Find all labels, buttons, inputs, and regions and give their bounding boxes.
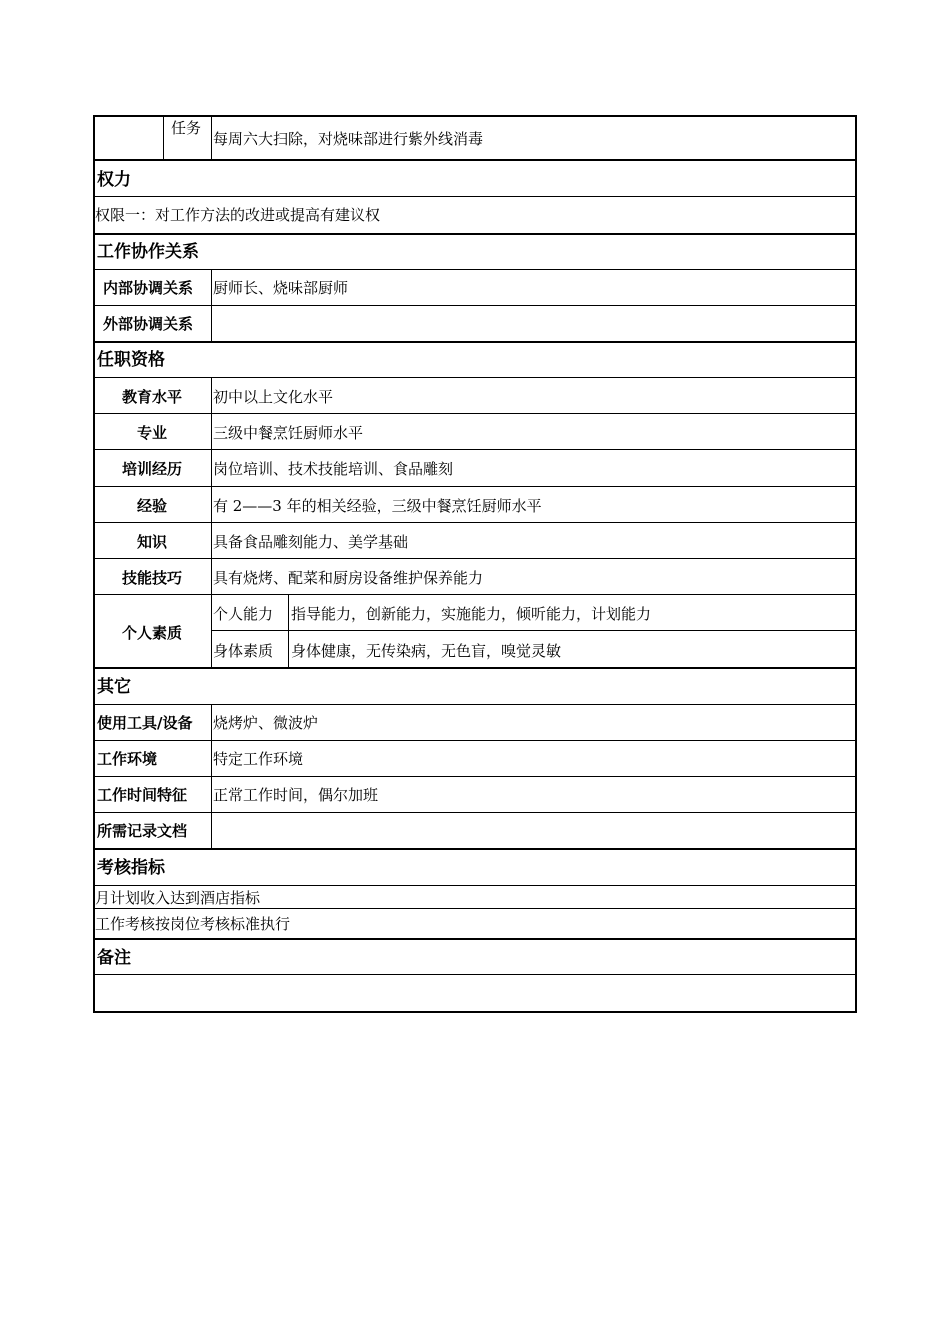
divider bbox=[93, 486, 857, 487]
border-bottom bbox=[93, 1011, 857, 1013]
border-right bbox=[855, 115, 857, 1013]
divider bbox=[93, 667, 857, 669]
external-label: 外部协调关系 bbox=[103, 315, 194, 333]
qual-value: 有 2——3 年的相关经验，三级中餐烹饪厨师水平 bbox=[213, 497, 542, 515]
personal-sub-label: 个人能力 bbox=[213, 605, 274, 623]
qual-label: 培训经历 bbox=[121, 460, 182, 478]
divider bbox=[93, 885, 857, 886]
qual-value: 具备食品雕刻能力、美学基础 bbox=[213, 533, 409, 551]
other-label: 工作时间特征 bbox=[97, 786, 188, 804]
authority-item: 权限一：对工作方法的改进或提高有建议权 bbox=[95, 206, 381, 224]
other-label: 使用工具/设备 bbox=[97, 714, 193, 732]
qual-label: 教育水平 bbox=[121, 388, 182, 406]
personal-sub-value: 身体健康，无传染病，无色盲，嗅觉灵敏 bbox=[291, 642, 562, 660]
divider bbox=[288, 594, 289, 668]
qual-value: 岗位培训、技术技能培训、食品雕刻 bbox=[213, 460, 454, 478]
other-value: 烧烤炉、微波炉 bbox=[213, 714, 319, 732]
task-value: 每周六大扫除，对烧味部进行紫外线消毒 bbox=[213, 130, 484, 148]
divider bbox=[93, 377, 857, 378]
divider bbox=[93, 812, 857, 813]
divider bbox=[93, 413, 857, 414]
qual-label: 专业 bbox=[136, 424, 167, 442]
divider bbox=[93, 704, 857, 705]
divider bbox=[93, 159, 857, 161]
divider bbox=[93, 938, 857, 940]
personal-label: 个人素质 bbox=[121, 624, 182, 642]
divider bbox=[211, 630, 857, 631]
other-label: 工作环境 bbox=[97, 750, 158, 768]
divider bbox=[93, 233, 857, 235]
divider bbox=[93, 449, 857, 450]
divider bbox=[93, 522, 857, 523]
other-heading: 其它 bbox=[97, 677, 131, 697]
border-left bbox=[93, 115, 95, 1013]
divider bbox=[93, 558, 857, 559]
divider bbox=[93, 974, 857, 975]
personal-sub-label: 身体素质 bbox=[213, 642, 274, 660]
other-value: 特定工作环境 bbox=[213, 750, 304, 768]
assessment-item: 工作考核按岗位考核标准执行 bbox=[95, 915, 291, 933]
divider bbox=[93, 196, 857, 197]
divider bbox=[163, 115, 164, 160]
internal-value: 厨师长、烧味部厨师 bbox=[213, 279, 349, 297]
divider bbox=[211, 704, 212, 849]
divider bbox=[211, 269, 212, 342]
assessment-item: 月计划收入达到酒店指标 bbox=[95, 889, 261, 907]
divider bbox=[211, 115, 212, 160]
qual-label: 技能技巧 bbox=[121, 569, 182, 587]
divider bbox=[93, 908, 857, 909]
qual-label: 经验 bbox=[136, 497, 167, 515]
cooperation-heading: 工作协作关系 bbox=[97, 242, 199, 262]
authority-heading: 权力 bbox=[97, 170, 131, 190]
job-description-table bbox=[93, 115, 857, 1013]
task-label: 任务 bbox=[171, 119, 202, 137]
qual-value: 三级中餐烹饪厨师水平 bbox=[213, 424, 364, 442]
divider bbox=[93, 269, 857, 270]
qualifications-heading: 任职资格 bbox=[97, 350, 165, 370]
assessment-heading: 考核指标 bbox=[97, 858, 165, 878]
internal-label: 内部协调关系 bbox=[103, 279, 194, 297]
qual-value: 具有烧烤、配菜和厨房设备维护保养能力 bbox=[213, 569, 484, 587]
other-label: 所需记录文档 bbox=[97, 822, 188, 840]
remarks-heading: 备注 bbox=[97, 948, 131, 968]
divider bbox=[93, 740, 857, 741]
qual-label: 知识 bbox=[136, 533, 167, 551]
divider bbox=[93, 594, 857, 595]
divider bbox=[93, 848, 857, 850]
personal-sub-value: 指导能力，创新能力，实施能力，倾听能力，计划能力 bbox=[291, 605, 652, 623]
divider bbox=[93, 776, 857, 777]
divider bbox=[93, 341, 857, 343]
border-top bbox=[93, 115, 857, 117]
divider bbox=[93, 305, 857, 306]
other-value: 正常工作时间，偶尔加班 bbox=[213, 786, 379, 804]
qual-value: 初中以上文化水平 bbox=[213, 388, 334, 406]
divider bbox=[211, 377, 212, 668]
